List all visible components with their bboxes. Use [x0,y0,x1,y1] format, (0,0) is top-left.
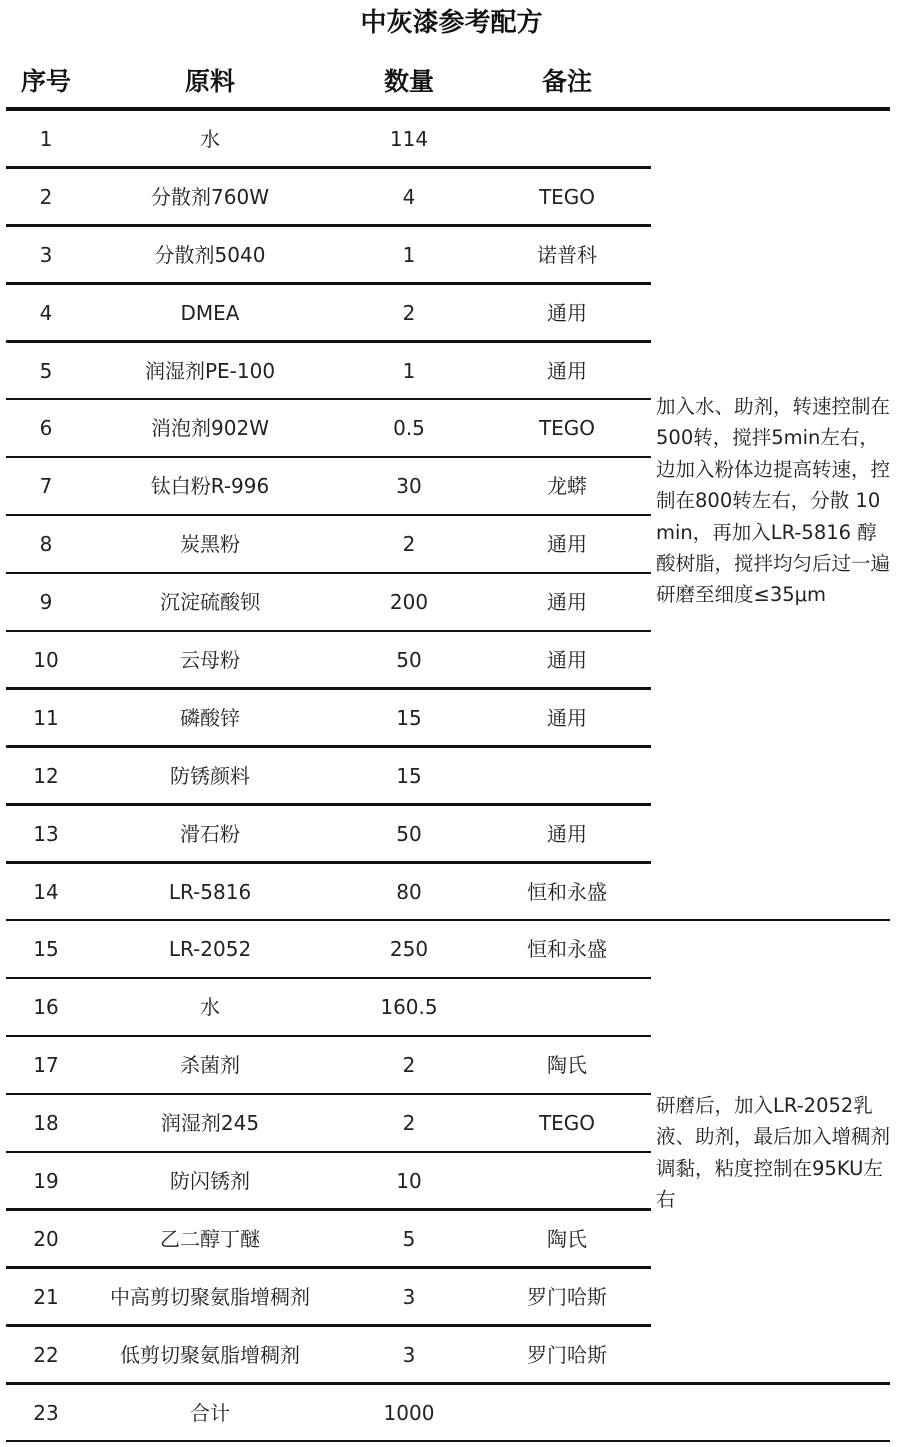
row-note: 陶氏 [547,1053,587,1078]
row-quantity: 5 [402,1226,416,1251]
row-quantity: 114 [389,127,429,151]
row-quantity: 10 [396,1169,422,1194]
row-material: 钛白粉R-996 [150,474,270,499]
row-material: LR-2052 [168,937,252,962]
row-note: 通用 [547,300,587,325]
row-quantity: 3 [402,1284,416,1309]
row-quantity: 2 [402,532,416,557]
row-note: 龙蟒 [547,474,587,499]
row-number: 17 [33,1053,59,1078]
table-row [0,169,903,227]
row-quantity: 250 [389,937,429,962]
row-material: 杀菌剂 [180,1053,240,1078]
row-quantity: 50 [396,821,422,846]
row-material: 水 [200,995,220,1020]
table-row [0,864,903,922]
table-row [0,1385,903,1443]
row-material: 磷酸锌 [180,705,240,730]
row-number: 16 [33,995,59,1020]
row-material: 分散剂760W [151,184,269,209]
process-remark-stage1: 加入水、助剂，转速控制在500转，搅拌5min左右，边加入粉体边提高转速，控制在800转左右，分散 10min，再加入LR-5816 醇酸树脂，搅拌均匀后过一遍研磨至细度≤35μm [656,395,891,607]
row-quantity: 15 [396,763,422,788]
row-material: LR-5816 [168,879,252,904]
row-number: 23 [33,1400,59,1425]
process-remark-stage2: 研磨后，加入LR-2052乳液、助剂，最后加入增稠剂调黏，粘度控制在95KU左右 [656,1094,891,1212]
row-material: 消泡剂902W [151,416,269,441]
row-quantity: 3 [402,1342,416,1367]
row-quantity: 2 [402,1111,416,1136]
row-material: 水 [200,127,220,151]
row-material: 炭黑粉 [180,532,240,557]
row-number: 2 [39,184,53,209]
table-row [0,111,903,169]
table-row [0,285,903,343]
table-row [0,227,903,285]
row-note: 陶氏 [547,1226,587,1251]
row-quantity: 1000 [383,1400,435,1425]
row-quantity: 1 [402,358,416,383]
row-material: 合计 [190,1400,230,1425]
row-material: 滑石粉 [180,821,240,846]
row-note [488,1385,646,1440]
table-row [0,748,903,806]
row-note: 恒和永盛 [527,879,607,904]
row-number: 12 [33,763,59,788]
row-note: 诺普科 [537,242,597,267]
row-number: 20 [33,1226,59,1251]
row-number: 6 [39,416,53,441]
row-number: 21 [33,1284,59,1309]
row-number: 14 [33,879,59,904]
row-note [488,748,646,803]
row-quantity: 0.5 [393,416,425,441]
row-quantity: 50 [396,648,422,673]
row-number: 10 [33,648,59,673]
table-row [0,1269,903,1327]
table-row [0,1211,903,1269]
row-quantity: 15 [396,705,422,730]
row-note: 通用 [547,821,587,846]
row-number: 13 [33,821,59,846]
row-note: 通用 [547,532,587,557]
table-header [0,60,903,104]
table-row [0,690,903,748]
table-row [0,632,903,690]
row-material: 沉淀硫酸钡 [160,590,260,615]
row-number: 4 [39,300,53,325]
row-quantity: 30 [396,474,422,499]
row-note: 恒和永盛 [527,937,607,962]
page-title: 中灰漆参考配方 [360,8,543,38]
row-number: 15 [33,937,59,962]
row-number: 3 [39,242,53,267]
row-note: 通用 [547,705,587,730]
row-note [488,979,646,1034]
row-number: 22 [33,1342,59,1367]
row-material: 防锈颜料 [170,763,250,788]
table-row [0,806,903,864]
row-quantity: 4 [402,184,416,209]
row-material: 低剪切聚氨脂增稠剂 [120,1342,300,1367]
formula-table [0,111,903,1442]
row-quantity: 2 [402,300,416,325]
header-material: 原料 [184,67,235,96]
row-note: 罗门哈斯 [527,1342,607,1367]
table-row [0,1037,903,1095]
row-material: 防闪锈剂 [170,1169,250,1194]
table-row [0,979,903,1037]
row-note: 罗门哈斯 [527,1284,607,1309]
row-material: 云母粉 [180,648,240,673]
row-material: 乙二醇丁醚 [160,1226,260,1251]
row-number: 9 [39,590,53,615]
row-note: 通用 [547,648,587,673]
row-note: TEGO [538,184,596,209]
row-note: TEGO [538,1111,596,1136]
row-quantity: 160.5 [380,995,438,1020]
row-note [488,111,646,166]
table-row [0,1327,903,1385]
row-quantity: 1 [402,242,416,267]
row-number: 1 [39,127,53,151]
row-note: 通用 [547,590,587,615]
header-note: 备注 [541,67,592,96]
row-quantity: 200 [389,590,429,615]
row-number: 11 [33,705,59,730]
row-number: 19 [33,1169,59,1194]
row-quantity: 80 [396,879,422,904]
table-row [0,921,903,979]
row-note: 通用 [547,358,587,383]
row-number: 5 [39,358,53,383]
row-material: 润湿剂245 [160,1111,260,1136]
header-quantity: 数量 [383,67,434,96]
row-number: 7 [39,474,53,499]
row-material: DMEA [180,300,240,325]
row-note: TEGO [538,416,596,441]
row-number: 18 [33,1111,59,1136]
row-number: 8 [39,532,53,557]
row-material: 中高剪切聚氨脂增稠剂 [110,1284,310,1309]
row-divider [6,1440,890,1443]
row-quantity: 2 [402,1053,416,1078]
row-note [488,1153,646,1208]
header-no: 序号 [20,67,71,96]
row-material: 润湿剂PE-100 [144,358,276,383]
row-material: 分散剂5040 [154,242,266,267]
